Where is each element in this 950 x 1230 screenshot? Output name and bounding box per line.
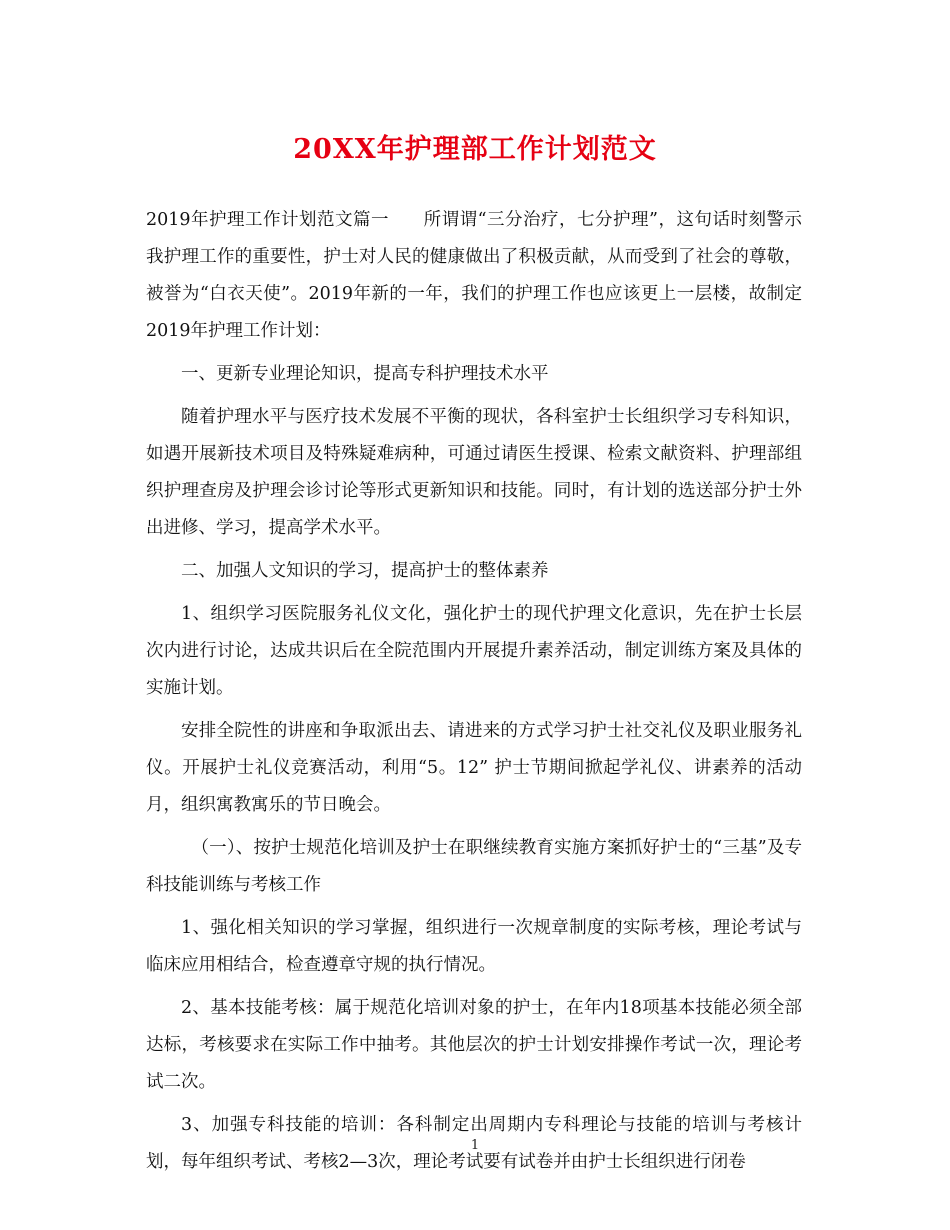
subsection-heading: （一）、按护士规范化培训及护士在职继续教育实施方案抓好护士的“三基”及专科技能训练与考核工作 (146, 838, 802, 895)
page-number: 1 (470, 1138, 480, 1153)
body-paragraph: 2、基本技能考核：属于规范化培训对象的护士，在年内18项基本技能必须全部达标，考核要求在实际工作中抽考。其他层次的护士计划安排操作考试一次，理论考试二次。 (146, 998, 802, 1092)
intro-text: 所谓谓“三分治疗，七分护理”，这句话时刻警示我护理工作的重要性，护士对人民的健康做出了积极贡献，从而受到了社会的尊敬，被誉为“白衣天使”。2019年新的一年，我们的护理工作也应该更上一层楼，故制定2019年护理工作计划： (146, 210, 802, 341)
body-paragraph: 安排全院性的讲座和争取派出去、请进来的方式学习护士社交礼仪及职业服务礼仪。开展护士礼仪竞赛活动，利用“5。12” 护士节期间掀起学礼仪、讲素养的活动月，组织寓教寓乐的节日晚会。 (146, 721, 802, 815)
document-body (146, 202, 802, 1187)
intro-paragraph (146, 202, 802, 350)
section-heading-2: 二、加强人文知识的学习，提高护士的整体素养 (181, 561, 549, 581)
intro-prefix: 2019年护理工作计划范文篇一 (146, 210, 390, 230)
body-paragraph: 1、组织学习医院服务礼仪文化，强化护士的现代护理文化意识，先在护士长层次内进行讨论，达成共识后在全院范围内开展提升素养活动，制定训练方案及具体的实施计划。 (146, 604, 802, 698)
document-title: 20XX年护理部工作计划范文 (293, 134, 657, 165)
section-heading-1: 一、更新专业理论知识，提高专科护理技术水平 (181, 364, 549, 384)
body-paragraph: 3、加强专科技能的培训：各科制定出周期内专科理论与技能的培训与考核计划，每年组织考试、考核2—3次，理论考试要有试卷并由护士长组织进行闭卷 (146, 1115, 802, 1172)
body-paragraph: 1、强化相关知识的学习掌握，组织进行一次规章制度的实际考核，理论考试与临床应用相结合，检查遵章守规的执行情况。 (146, 918, 802, 975)
body-paragraph: 随着护理水平与医疗技术发展不平衡的现状，各科室护士长组织学习专科知识，如遇开展新技术项目及特殊疑难病种，可通过请医生授课、检索文献资料、护理部组织护理查房及护理会诊讨论等形式更新知识和技能。同时，有计划的选送部分护士外出进修、学习，提高学术水平。 (146, 407, 802, 538)
